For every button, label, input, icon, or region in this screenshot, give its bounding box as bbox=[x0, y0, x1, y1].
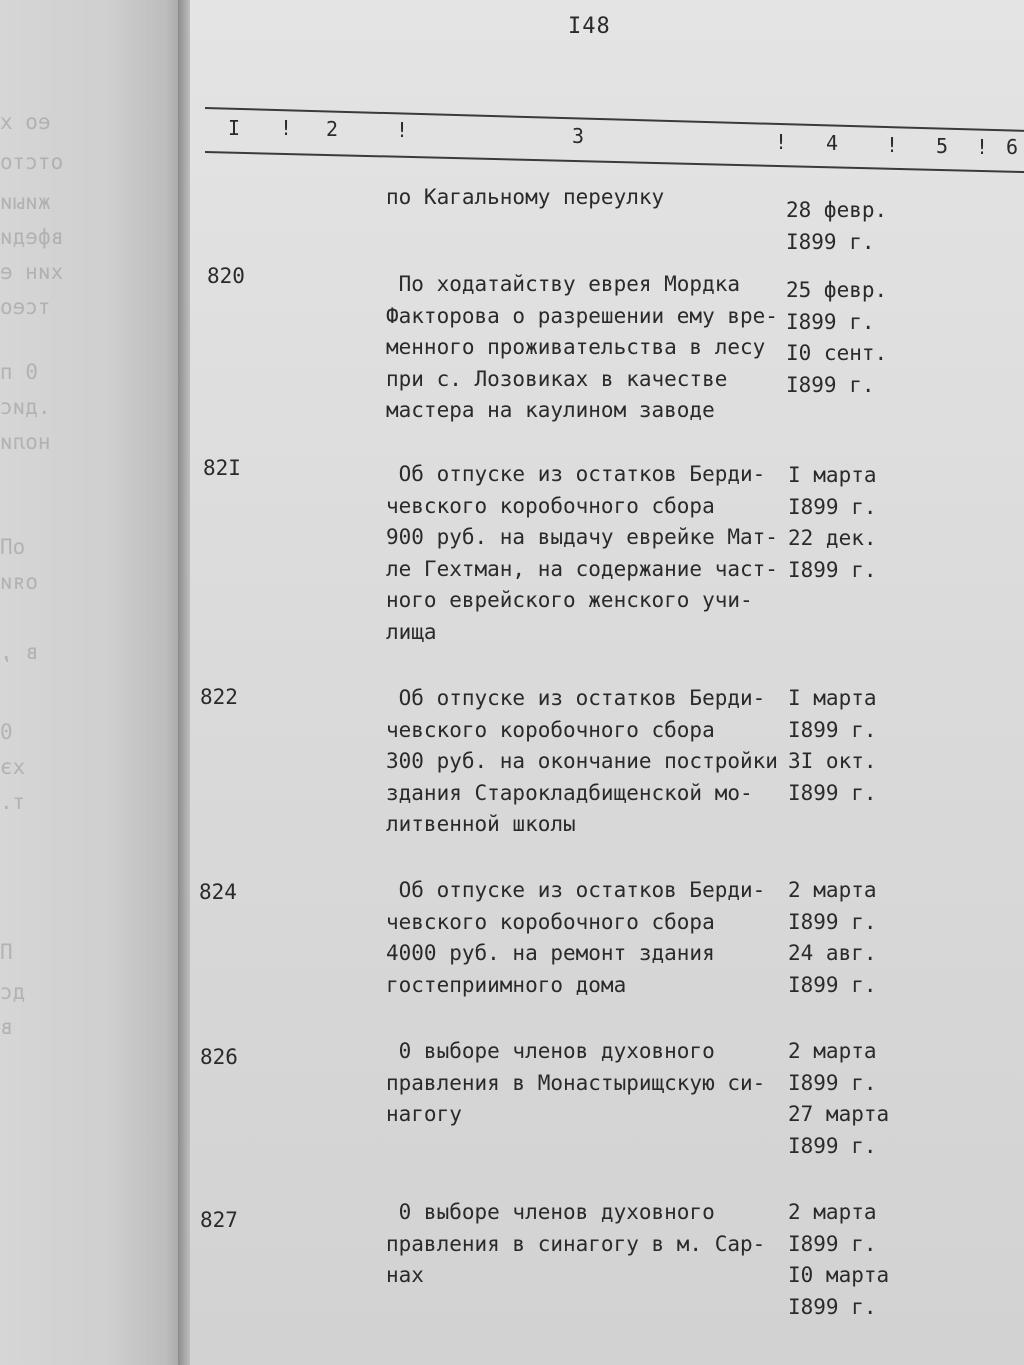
bleed-through-text: П bbox=[0, 940, 13, 964]
entry-dates: 2 марта I899 г. I0 марта I899 г. bbox=[788, 1200, 890, 1319]
header-col-5: 5 bbox=[936, 134, 949, 158]
header-col-2: 2 bbox=[326, 117, 339, 141]
page-number: I48 bbox=[568, 14, 611, 39]
bleed-through-text: ояи bbox=[0, 570, 38, 594]
header-separator: ! bbox=[976, 135, 989, 159]
bleed-through-text: в , bbox=[0, 640, 38, 664]
bleed-through-text: жиыи bbox=[0, 190, 51, 214]
entry-number: 824 bbox=[199, 880, 237, 904]
header-separator: ! bbox=[775, 130, 788, 154]
entry-description: Об отпуске из остатков Берди- чевского коробочного сбора 4000 руб. на ремонт здания гостеприимного дома bbox=[386, 878, 766, 997]
bleed-through-text: тсео bbox=[0, 295, 51, 319]
bleed-through-text: 0 п bbox=[0, 360, 38, 384]
entry-dates: 2 марта I899 г. 27 марта I899 г. bbox=[788, 1039, 890, 1158]
header-col-1: I bbox=[228, 116, 241, 140]
bleed-through-text: ео х bbox=[0, 110, 51, 134]
entry-dates: 28 февр. I899 г. bbox=[786, 198, 888, 254]
header-col-3: 3 bbox=[572, 124, 585, 148]
bleed-through-text: хэ bbox=[0, 755, 26, 779]
facing-page bbox=[0, 0, 180, 1365]
entry-dates: 2 марта I899 г. 24 авг. I899 г. bbox=[788, 878, 877, 997]
entry-number: 820 bbox=[207, 264, 245, 288]
header-separator: ! bbox=[280, 116, 293, 140]
bleed-through-text: отсто bbox=[0, 150, 64, 174]
entry-dates: 25 февр. I899 г. I0 сент. I899 г. bbox=[786, 278, 888, 397]
bleed-through-text: т. bbox=[0, 790, 26, 814]
entry-description: 0 выборе членов духовного правления в Монастырищскую си- нагогу bbox=[386, 1039, 766, 1126]
entry-number: 827 bbox=[200, 1208, 238, 1232]
entry-description: По ходатайству еврея Мордка Факторова о разрешении ему вре- менного проживательства в лесу при с. Лозовиках в качестве мастера на каулином заводе bbox=[386, 272, 778, 422]
bleed-through-text: .дис bbox=[0, 395, 51, 419]
entry-dates: I марта I899 г. 3I окт. I899 г. bbox=[788, 686, 877, 805]
entry-number: 82I bbox=[203, 456, 241, 480]
bleed-through-text: ноли bbox=[0, 430, 51, 454]
bleed-through-text: оП bbox=[0, 535, 26, 559]
bleed-through-text: вфеди bbox=[0, 225, 64, 249]
header-col-4: 4 bbox=[826, 131, 839, 155]
entry-dates: I марта I899 г. 22 дек. I899 г. bbox=[788, 463, 877, 582]
entry-description: 0 выборе членов духовного правления в синагогу в м. Сар- нах bbox=[386, 1200, 766, 1287]
entry-number: 822 bbox=[200, 685, 238, 709]
entry-description: по Кагальному переулку bbox=[386, 185, 665, 209]
bleed-through-text: дс bbox=[0, 980, 26, 1004]
bleed-through-text: 0 bbox=[0, 720, 13, 744]
entry-number: 826 bbox=[200, 1045, 238, 1069]
entry-description: Об отпуске из остатков Берди- чевского коробочного сбора 900 руб. на выдачу еврейке Мат- ле Гехтман, на содержание част- ного еврейского женского учи- лища bbox=[386, 462, 778, 644]
entry-description: Об отпуске из остатков Берди- чевского коробочного сбора 300 руб. на окончание постройки здания Старокладбищенской мо- литвенной школы bbox=[386, 686, 778, 836]
bleed-through-text: в bbox=[0, 1015, 13, 1039]
header-separator: ! bbox=[886, 133, 899, 157]
bleed-through-text: хин е bbox=[0, 260, 64, 284]
header-separator: ! bbox=[396, 118, 409, 142]
header-col-6: 6 bbox=[1006, 135, 1019, 159]
